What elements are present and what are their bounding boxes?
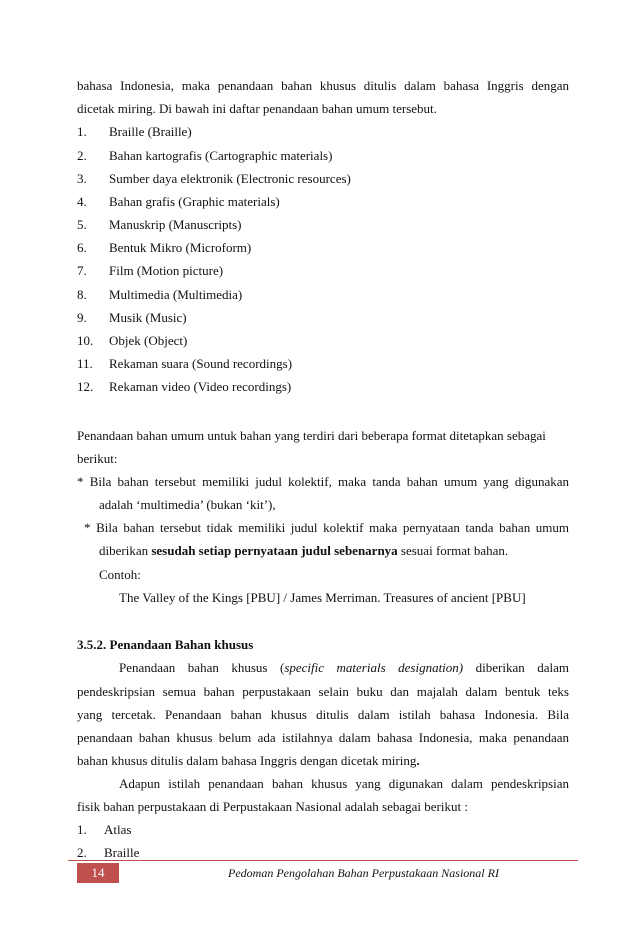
section-p1-line-3: yang tercetak. Penandaan bahan khusus ditulis dalam istilah bahasa Indonesia. Bila [77,707,569,722]
list-item-number: 10. [77,333,94,348]
footer-title: Pedoman Pengolahan Bahan Perpustakaan Nasional RI [228,866,499,880]
section-p1-line-4: penandaan bahan khusus belum ada istilahnya dalam bahasa Indonesia, maka penandaan [77,730,569,745]
list-item-number: 12. [77,379,94,394]
list-item-number: 1. [77,822,87,837]
list-item-text: Rekaman suara (Sound recordings) [109,356,293,371]
bullet-1-line-1: * Bila bahan tersebut memiliki judul kolektif, maka tanda bahan umum yang digunakan [77,474,569,489]
list-item-number: 8. [77,287,87,302]
bullet-2-emphasis: sesudah setiap pernyataan judul sebenarnya [151,543,398,558]
list-item-text: Sumber daya elektronik (Electronic resources) [109,171,351,186]
footer-rule [68,860,578,861]
p1-last-text: bahan khusus ditulis dalam bahasa Inggris dengan dicetak miring [77,753,417,768]
list-item-number: 3. [77,171,87,186]
example-label: Contoh: [99,567,141,582]
list-item-text: Braille [104,845,140,860]
example-text: The Valley of the Kings [PBU] / James Merriman. Treasures of ancient [PBU] [119,590,526,605]
p1-last-period: . [416,753,420,768]
list-item-text: Braille (Braille) [109,124,192,139]
section-p2-line-1: Adapun istilah penandaan bahan khusus yang digunakan dalam pendeskripsian [119,776,569,791]
list-item-number: 11. [77,356,93,371]
list-item-text: Bahan kartografis (Cartographic materials) [109,148,333,163]
section-heading: 3.5.2. Penandaan Bahan khusus [77,637,254,652]
list-item-text: Manuskrip (Manuscripts) [109,217,242,232]
bullet-2-text: diberikan [99,543,152,558]
list-item-number: 6. [77,240,87,255]
list-item-number: 1. [77,124,87,139]
list-item-text: Multimedia (Multimedia) [109,287,243,302]
p1-italic-term: specific materials designation) [284,660,464,675]
section-p2-line-2: fisik bahan perpustakaan di Perpustakaan Nasional adalah sebagai berikut : [77,799,468,814]
list-item-number: 2. [77,148,87,163]
list-item-text: Musik (Music) [109,310,187,325]
list-item-number: 9. [77,310,87,325]
section-p1-line-5 [77,753,420,769]
bullet-1-line-2: adalah ‘multimedia’ (bukan ‘kit’), [99,497,276,512]
para2-line-1: Penandaan bahan umum untuk bahan yang terdiri dari beberapa format ditetapkan sebagai [77,428,546,443]
page-number: 14 [77,863,119,883]
list-item-text: Film (Motion picture) [109,263,224,278]
bullet-2-text-end: sesuai format bahan. [397,543,509,558]
section-p1-line-1 [119,660,569,676]
intro-line-2: dicetak miring. Di bawah ini daftar penandaan bahan umum tersebut. [77,101,437,116]
p1-text: Penandaan bahan khusus ( [119,660,285,675]
list-item-text: Rekaman video (Video recordings) [109,379,292,394]
bullet-2-line-2 [99,543,508,559]
intro-line-1: bahasa Indonesia, maka penandaan bahan khusus ditulis dalam bahasa Inggris dengan [77,78,569,93]
p1-text-end: diberikan dalam [463,660,570,675]
list-item-text: Atlas [104,822,132,837]
list-item-text: Bahan grafis (Graphic materials) [109,194,280,209]
list-item-number: 5. [77,217,87,232]
list-item-number: 4. [77,194,87,209]
list-item-number: 7. [77,263,87,278]
para2-line-2: berikut: [77,451,118,466]
section-p1-line-2: pendeskripsian semua bahan perpustakaan selain buku dan majalah dalam bentuk teks [77,684,569,699]
list-item-number: 2. [77,845,87,860]
list-item-text: Objek (Object) [109,333,188,348]
list-item-text: Bentuk Mikro (Microform) [109,240,252,255]
bullet-2-line-1: * Bila bahan tersebut tidak memiliki judul kolektif maka pernyataan tanda bahan umum [84,520,569,535]
